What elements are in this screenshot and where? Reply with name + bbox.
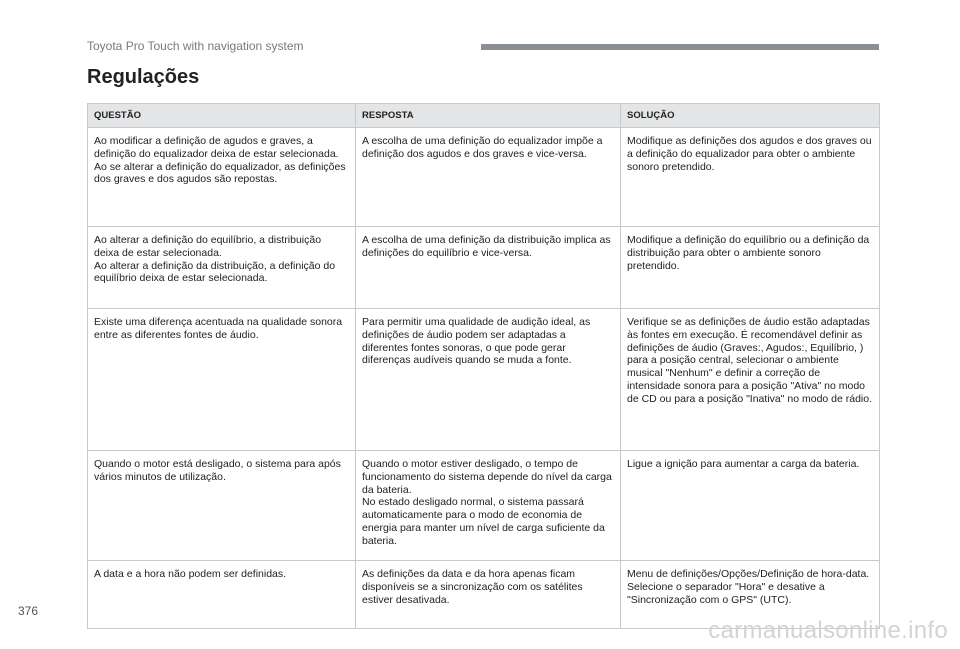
answer-cell: A escolha de uma definição da distribuição implica as definições do equilíbrio e vice-versa. [356,227,621,309]
solution-cell: Verifique se as definições de áudio estão adaptadas às fontes em execução. É recomendável definir as definições de áudio (Graves:, Agudos:, Equilíbrio, ) para a posição central, selecionar o ambiente musical "Nenhum" e definir a correção de intensidade sonora para a posição "Ativa" no modo de CD ou para a posição "Inativa" no modo de rádio. [621,309,880,451]
watermark-text[interactable]: carmanualsonline.info [708,617,948,644]
answer-cell: Quando o motor estiver desligado, o tempo de funcionamento do sistema depende do nível da carga da bateria. No estado desligado normal, o sistema passará automaticamente para o modo de economia de energia para manter um nível de carga suficiente da bateria. [356,451,621,561]
column-header-answer: RESPOSTA [356,104,621,128]
table-row [88,451,880,561]
table-row [88,227,880,309]
faq-table [87,103,880,629]
question-cell: Existe uma diferença acentuada na qualidade sonora entre as diferentes fontes de áudio. [88,309,356,451]
table-row [88,128,880,227]
column-header-solution: SOLUÇÃO [621,104,880,128]
answer-cell: Para permitir uma qualidade de audição ideal, as definições de áudio podem ser adaptadas a diferentes fontes sonoras, o que pode gerar diferenças audíveis quando se muda a fonte. [356,309,621,451]
page-title: Regulações [87,66,200,88]
table-header-row [88,104,880,128]
question-cell: A data e a hora não podem ser definidas. [88,561,356,629]
solution-cell: Menu de definições/Opções/Definição de hora-data. Selecione o separador "Hora" e desative a "Sincronização com o GPS" (UTC). [621,561,880,629]
solution-cell: Modifique a definição do equilíbrio ou a definição da distribuição para obter o ambiente sonoro pretendido. [621,227,880,309]
page-number: 376 [18,604,39,618]
solution-cell: Ligue a ignição para aumentar a carga da bateria. [621,451,880,561]
question-cell: Quando o motor está desligado, o sistema para após vários minutos de utilização. [88,451,356,561]
column-header-question: QUESTÃO [88,104,356,128]
table-row [88,309,880,451]
solution-cell: Modifique as definições dos agudos e dos graves ou a definição do equalizador para obter o ambiente sonoro pretendido. [621,128,880,227]
answer-cell: A escolha de uma definição do equalizador impõe a definição dos agudos e dos graves e vice-versa. [356,128,621,227]
question-cell: Ao alterar a definição do equilíbrio, a distribuição deixa de estar selecionada. Ao alterar a definição da distribuição, a definição do equilíbrio deixa de estar selecionada. [88,227,356,309]
question-cell: Ao modificar a definição de agudos e graves, a definição do equalizador deixa de estar selecionada. Ao se alterar a definição do equalizador, as definições dos graves e dos agudos são repostas. [88,128,356,227]
header-title: Toyota Pro Touch with navigation system [87,39,304,53]
header-bar [481,44,879,50]
answer-cell: As definições da data e da hora apenas ficam disponíveis se a sincronização com os satélites estiver desativada. [356,561,621,629]
